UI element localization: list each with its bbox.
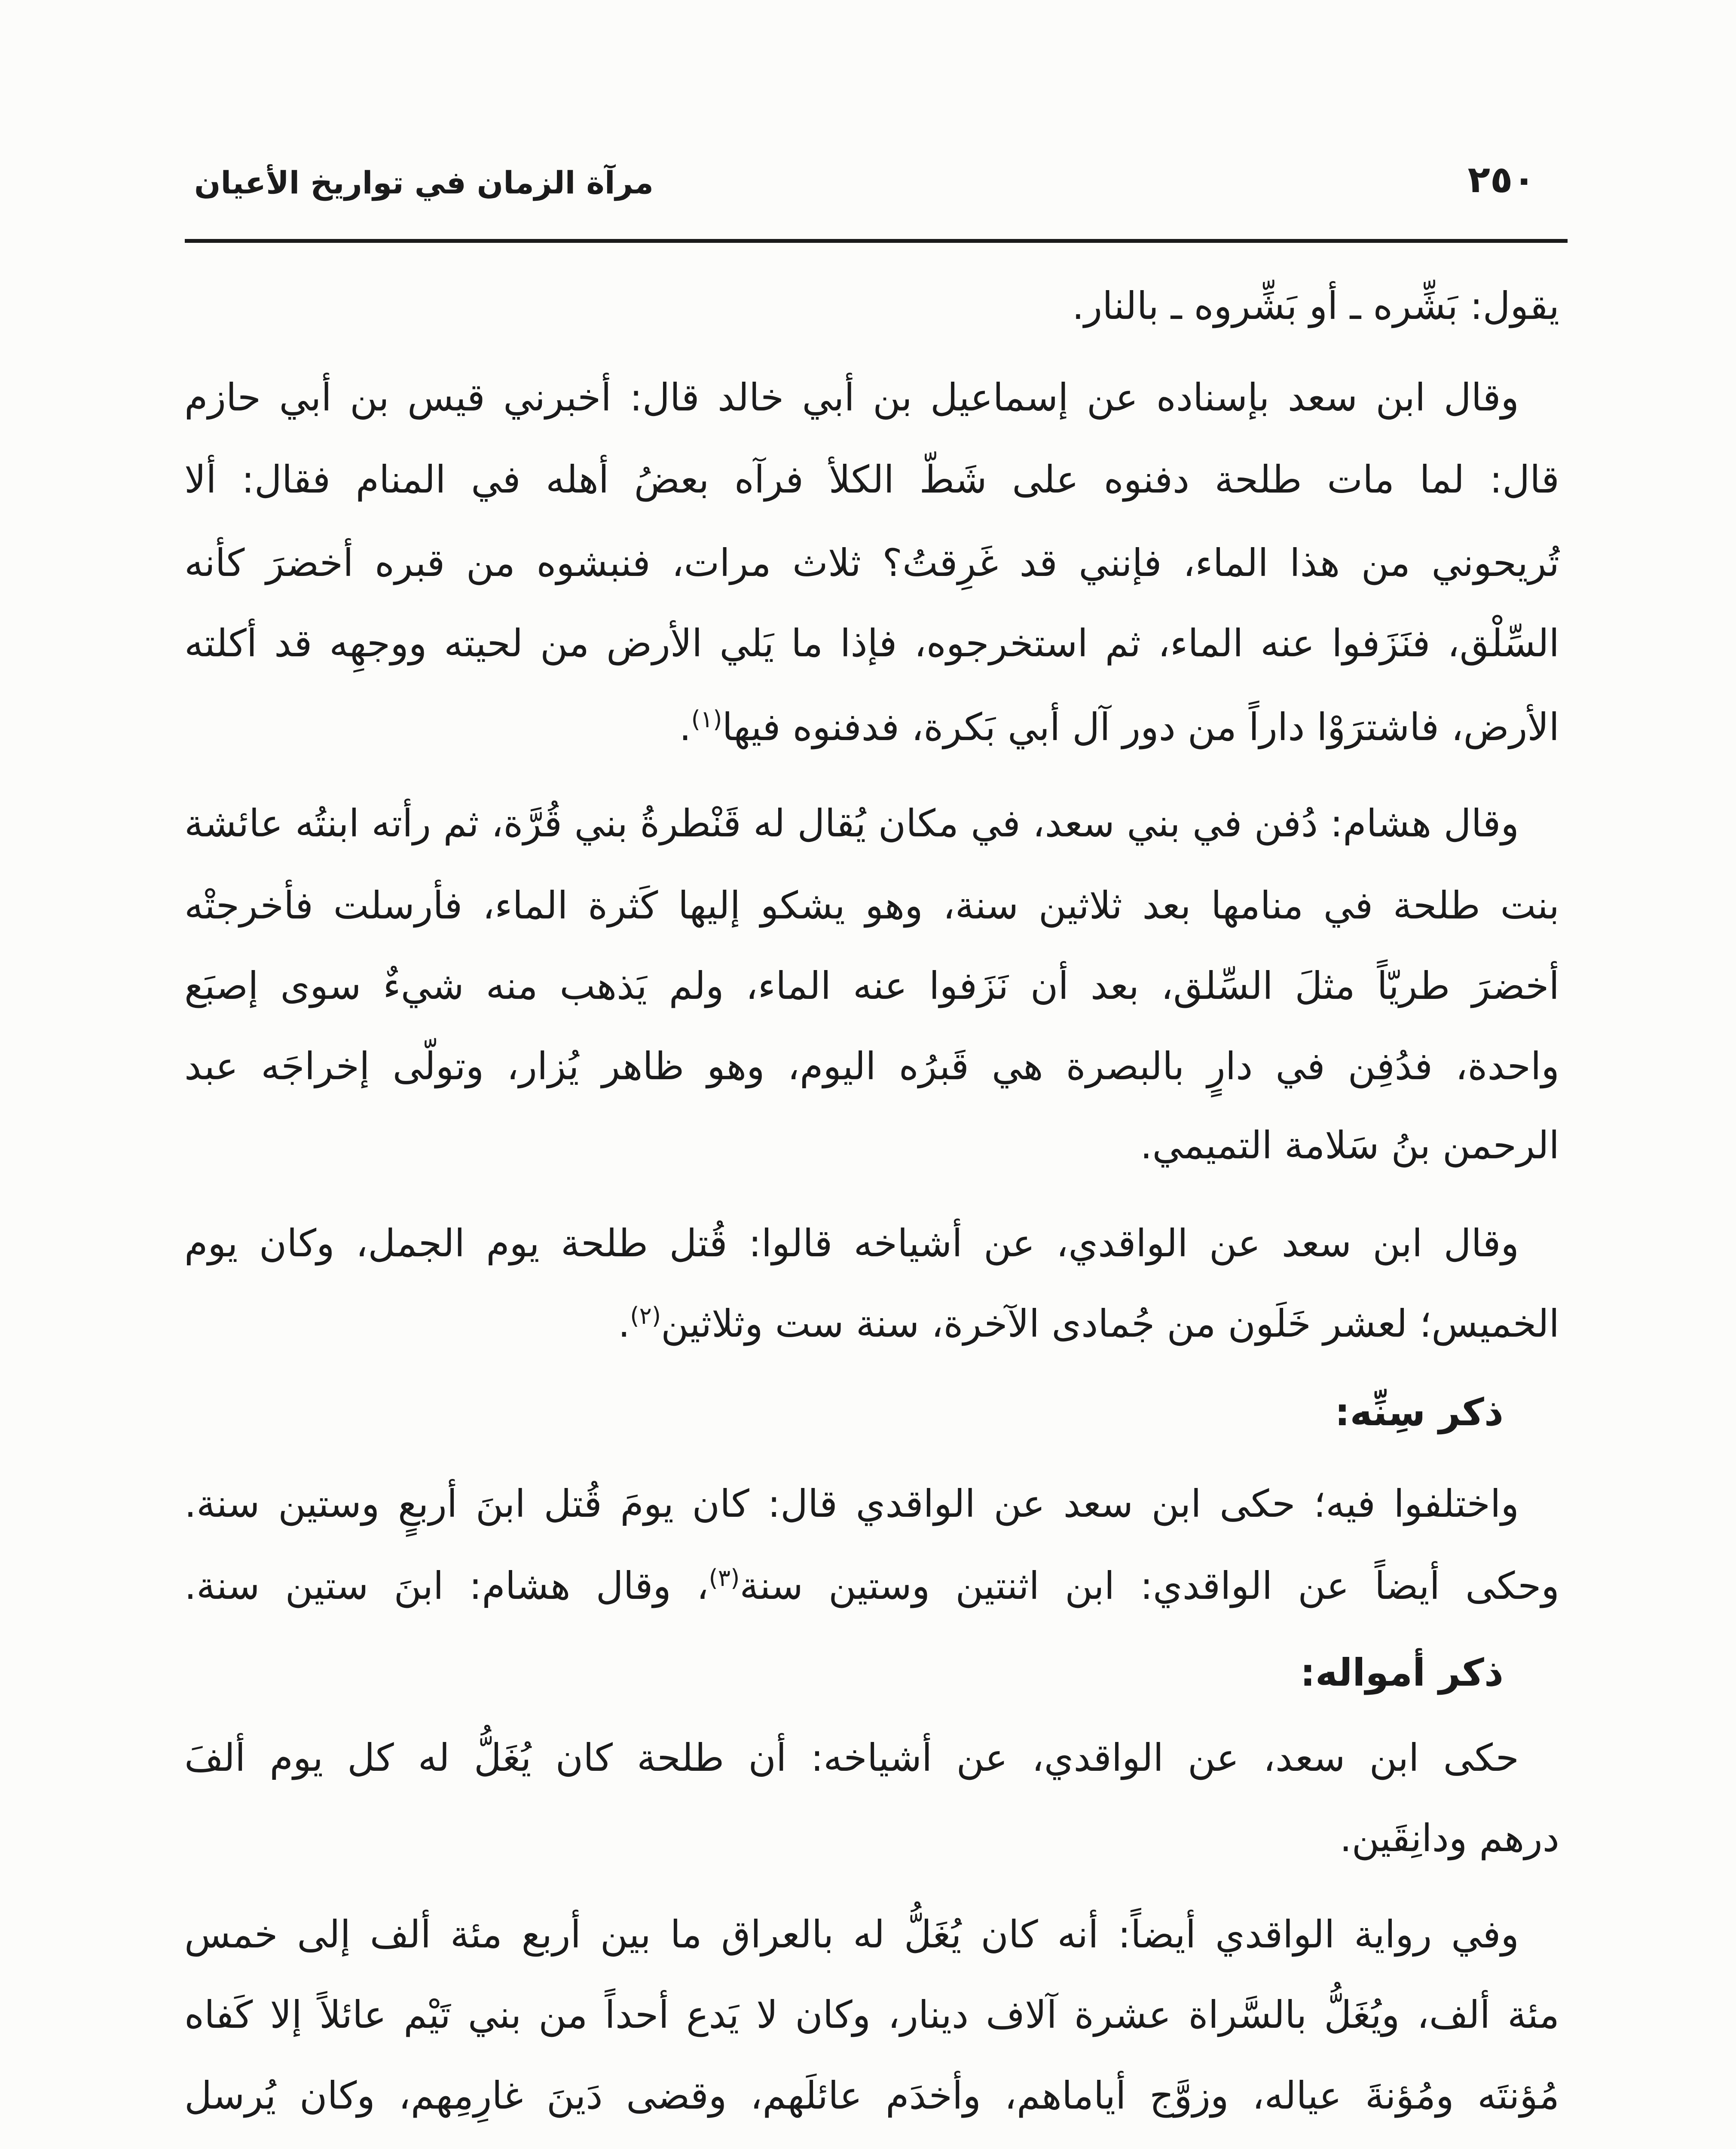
line-text: الأرض، فاشترَوْا داراً من دور آل أبي بَكرة، فدفنوه فيها xyxy=(722,705,1559,749)
text-line: وقال ابن سعد عن الواقدي، عن أشياخه قالوا: قُتل طلحة يوم الجمل، وكان يوم xyxy=(184,1221,1519,1265)
running-title: مرآة الزمان في تواريخ الأعيان xyxy=(194,165,654,201)
line-text: . xyxy=(679,705,691,749)
text-line xyxy=(184,1545,1559,1632)
text-line: مُؤنتَه ومُؤنةَ عياله، وزوَّج أياماهم، وأخدَم عائلَهم، وقضى دَينَ غارِمِهم، وكان يُرسل xyxy=(184,2073,1559,2118)
text-line: مئة ألف، ويُغَلُّ بالسَّراة عشرة آلاف دينار، وكان لا يَدع أحداً من بني تَيْم عائلاً إلا كَفاه xyxy=(184,1993,1559,2037)
section-heading: ذكر أمواله: xyxy=(1300,1650,1504,1695)
text-line: درهم ودانِقَين. xyxy=(1339,1816,1559,1860)
text-line xyxy=(184,686,1559,773)
section-heading: ذكر سِنِّه: xyxy=(1335,1390,1504,1434)
text-line: حكى ابن سعد، عن الواقدي، عن أشياخه: أن طلحة كان يُغَلُّ له كل يوم ألفَ xyxy=(184,1736,1519,1780)
text-line: أخضرَ طريّاً مثلَ السِّلق، بعد أن نَزَفوا عنه الماء، ولم يَذهب منه شيءٌ سوى إصبَع xyxy=(184,964,1559,1008)
footnote-ref: (٣) xyxy=(709,1564,740,1592)
text-line: الرحمن بنُ سَلامة التميمي. xyxy=(1140,1123,1559,1167)
footnote-ref: (١) xyxy=(691,705,722,733)
text-line: قال: لما مات طلحة دفنوه على شَطّ الكلأ فرآه بعضُ أهله في المنام فقال: ألا xyxy=(184,457,1559,502)
text-line xyxy=(184,1283,1559,1369)
text-line: وقال هشام: دُفن في بني سعد، في مكان يُقال له قَنْطرةُ بني قُرَّة، ثم رأته ابنتُه عائشة xyxy=(184,801,1519,845)
text-line: بنت طلحة في منامها بعد ثلاثين سنة، وهو يشكو إليها كَثرة الماء، فأرسلت فأخرجتْه xyxy=(184,883,1559,928)
text-line: السِّلْق، فنَزَفوا عنه الماء، ثم استخرجوه، فإذا ما يَلي الأرض من لحيته ووجهِه قد أكلته xyxy=(184,621,1559,665)
line-text: الخميس؛ لعشر خَلَون من جُمادى الآخرة، سنة ست وثلاثين xyxy=(661,1301,1559,1346)
page-number: ٢٥٠ xyxy=(1467,158,1535,201)
text-line: واحدة، فدُفِن في دارٍ بالبصرة هي قَبرُه اليوم، وهو ظاهر يُزار، وتولّى إخراجَه عبد xyxy=(184,1044,1559,1088)
text-line: واختلفوا فيه؛ حكى ابن سعد عن الواقدي قال: كان يومَ قُتل ابنَ أربعٍ وستين سنة. xyxy=(184,1482,1519,1526)
header-rule xyxy=(185,239,1568,243)
text-line: وفي رواية الواقدي أيضاً: أنه كان يُغَلُّ له بالعراق ما بين أربع مئة ألف إلى خمس xyxy=(184,1912,1519,1956)
continuation-line: يقول: بَشِّره ـ أو بَشِّروه ـ بالنار. xyxy=(1072,284,1559,328)
line-text: ، وقال هشام: ابنَ ستين سنة. xyxy=(184,1564,709,1608)
text-line: وقال ابن سعد بإسناده عن إسماعيل بن أبي خالد قال: أخبرني قيس بن أبي حازم xyxy=(184,375,1519,419)
line-text: وحكى أيضاً عن الواقدي: ابن اثنتين وستين سنة xyxy=(740,1564,1559,1608)
line-text: . xyxy=(618,1301,630,1346)
footnote-ref: (٢) xyxy=(630,1302,661,1329)
text-line: تُريحوني من هذا الماء، فإنني قد غَرِقتُ؟ ثلاث مرات، فنبشوه من قبره أخضرَ كأنه xyxy=(184,541,1559,585)
